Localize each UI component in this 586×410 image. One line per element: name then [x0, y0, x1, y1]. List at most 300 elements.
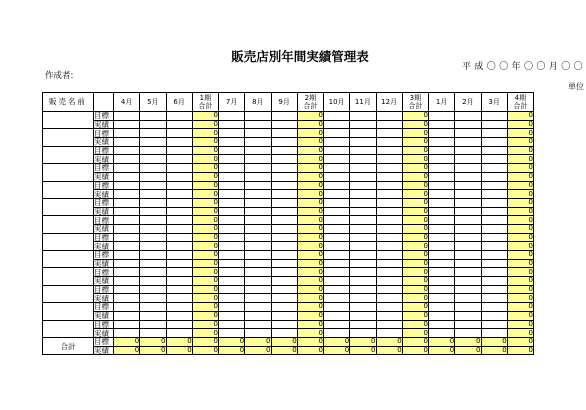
value-cell [140, 138, 166, 147]
period-total-cell: 0 [192, 155, 218, 164]
value-cell [481, 329, 507, 338]
total-row [43, 346, 534, 355]
value-cell [166, 242, 192, 251]
table-row [43, 251, 534, 260]
value-cell [271, 259, 297, 268]
value-cell [376, 294, 402, 303]
value-cell [455, 268, 481, 277]
value-cell [455, 138, 481, 147]
column-label: 11月 [354, 98, 371, 106]
value-cell [140, 242, 166, 251]
value-cell [114, 224, 140, 233]
value-cell [429, 172, 455, 181]
value-cell [429, 181, 455, 190]
value-cell [350, 198, 376, 207]
period-total-cell: 0 [402, 112, 428, 121]
value-cell [429, 242, 455, 251]
table-row [43, 172, 534, 181]
value-cell [429, 164, 455, 173]
period-total-cell: 0 [402, 138, 428, 147]
period-total-cell: 0 [507, 329, 533, 338]
value-cell [376, 320, 402, 329]
value-cell [429, 216, 455, 225]
value-cell [350, 190, 376, 199]
period-total-cell: 0 [402, 303, 428, 312]
period-total-cell: 0 [192, 120, 218, 129]
value-cell: 0 [376, 346, 402, 355]
row-type-label: 実績 [94, 138, 114, 147]
value-cell [481, 181, 507, 190]
value-cell [429, 138, 455, 147]
value-cell [481, 285, 507, 294]
period-total-cell: 0 [402, 251, 428, 260]
column-label: 7月 [225, 98, 238, 106]
row-type-label: 実績 [94, 120, 114, 129]
value-cell [166, 320, 192, 329]
value-cell [376, 303, 402, 312]
value-cell [350, 233, 376, 242]
value-cell [376, 155, 402, 164]
value-cell [271, 233, 297, 242]
value-cell [114, 285, 140, 294]
value-cell [376, 242, 402, 251]
value-cell [455, 216, 481, 225]
value-cell [429, 198, 455, 207]
value-cell [271, 311, 297, 320]
period-total-cell: 0 [402, 216, 428, 225]
month-header [140, 93, 166, 112]
value-cell [245, 242, 271, 251]
period-total-cell: 0 [402, 198, 428, 207]
total-label-cell: 合計 [43, 337, 94, 354]
value-cell [350, 120, 376, 129]
store-name-cell [43, 181, 94, 198]
period-total-cell: 0 [297, 311, 323, 320]
value-cell [350, 172, 376, 181]
period-total-cell: 0 [402, 224, 428, 233]
value-cell [481, 320, 507, 329]
period-total-cell: 0 [297, 303, 323, 312]
row-type-label: 実績 [94, 242, 114, 251]
value-cell [245, 138, 271, 147]
value-cell [324, 181, 350, 190]
month-header [429, 93, 455, 112]
value-cell [481, 277, 507, 286]
store-name-cell [43, 320, 94, 337]
value-cell [140, 181, 166, 190]
period-total-cell: 0 [192, 311, 218, 320]
value-cell: 0 [455, 337, 481, 346]
value-cell [114, 216, 140, 225]
value-cell [140, 233, 166, 242]
value-cell [429, 294, 455, 303]
value-cell: 0 [350, 346, 376, 355]
row-type-label: 実績 [94, 329, 114, 338]
value-cell [166, 155, 192, 164]
value-cell [350, 129, 376, 138]
value-cell [429, 320, 455, 329]
value-cell [350, 329, 376, 338]
value-cell [455, 224, 481, 233]
value-cell [114, 233, 140, 242]
column-label: 4月 [120, 98, 133, 106]
value-cell [140, 216, 166, 225]
value-cell [271, 164, 297, 173]
table-row [43, 233, 534, 242]
value-cell [376, 120, 402, 129]
value-cell [481, 146, 507, 155]
value-cell [376, 164, 402, 173]
store-name-cell [43, 112, 94, 129]
value-cell [166, 207, 192, 216]
value-cell [219, 277, 245, 286]
store-name-cell [43, 268, 94, 285]
value-cell [455, 233, 481, 242]
value-cell [245, 155, 271, 164]
column-label-sub: 合計 [408, 102, 423, 110]
value-cell [140, 146, 166, 155]
table-row [43, 129, 534, 138]
value-cell [245, 311, 271, 320]
row-type-label: 目標 [94, 285, 114, 294]
value-cell [219, 251, 245, 260]
value-cell [324, 138, 350, 147]
value-cell [114, 155, 140, 164]
value-cell [166, 172, 192, 181]
period-total-cell: 0 [507, 346, 533, 355]
period-total-cell: 0 [507, 172, 533, 181]
period-total-cell: 0 [507, 294, 533, 303]
value-cell [350, 311, 376, 320]
value-cell [376, 207, 402, 216]
store-name-cell [43, 285, 94, 302]
value-cell [429, 259, 455, 268]
row-type-label: 実績 [94, 346, 114, 355]
value-cell [245, 303, 271, 312]
value-cell [271, 129, 297, 138]
value-cell [114, 311, 140, 320]
row-type-label: 目標 [94, 129, 114, 138]
period-total-cell: 0 [507, 268, 533, 277]
period-total-cell: 0 [297, 233, 323, 242]
value-cell [219, 216, 245, 225]
table-row [43, 164, 534, 173]
period-total-cell: 0 [507, 285, 533, 294]
value-cell [166, 259, 192, 268]
period-total-cell: 0 [297, 129, 323, 138]
value-cell [114, 320, 140, 329]
value-cell [481, 268, 507, 277]
period-total-cell: 0 [192, 268, 218, 277]
period-total-cell: 0 [507, 303, 533, 312]
column-label: 8月 [252, 98, 264, 106]
value-cell: 0 [376, 337, 402, 346]
value-cell [324, 285, 350, 294]
value-cell [140, 285, 166, 294]
value-cell [324, 329, 350, 338]
table-row [43, 259, 534, 268]
value-cell [455, 320, 481, 329]
value-cell [166, 129, 192, 138]
value-cell [350, 242, 376, 251]
table-row [43, 311, 534, 320]
period-total-cell: 0 [192, 329, 218, 338]
page-title: 販売店別年間実績管理表 [231, 49, 369, 64]
value-cell [245, 172, 271, 181]
row-type-label: 実績 [94, 155, 114, 164]
period-total-cell: 0 [192, 216, 218, 225]
value-cell [481, 190, 507, 199]
period-total-cell: 0 [192, 224, 218, 233]
value-cell [350, 164, 376, 173]
column-label: 12月 [381, 98, 398, 106]
store-name-cell [43, 164, 94, 181]
value-cell [481, 172, 507, 181]
value-cell [324, 277, 350, 286]
value-cell [455, 329, 481, 338]
value-cell [271, 146, 297, 155]
value-cell [455, 277, 481, 286]
value-cell [271, 294, 297, 303]
value-cell [455, 251, 481, 260]
value-cell [166, 164, 192, 173]
value-cell [455, 129, 481, 138]
period-total-cell: 0 [402, 337, 428, 346]
value-cell [271, 216, 297, 225]
period-total-cell: 0 [192, 164, 218, 173]
value-cell [140, 120, 166, 129]
value-cell [455, 311, 481, 320]
table-row [43, 112, 534, 121]
period-total-cell: 0 [192, 112, 218, 121]
value-cell: 0 [140, 337, 166, 346]
table-row [43, 146, 534, 155]
column-label: 2月 [462, 98, 474, 106]
value-cell [429, 120, 455, 129]
value-cell [219, 190, 245, 199]
value-cell [455, 120, 481, 129]
value-cell [271, 285, 297, 294]
value-cell [114, 303, 140, 312]
period-total-cell: 0 [192, 181, 218, 190]
period-total-cell: 0 [507, 198, 533, 207]
value-cell [114, 112, 140, 121]
row-type-label: 目標 [94, 146, 114, 155]
value-cell [376, 216, 402, 225]
value-cell [455, 303, 481, 312]
value-cell [455, 155, 481, 164]
value-cell [455, 181, 481, 190]
value-cell [429, 224, 455, 233]
value-cell [455, 112, 481, 121]
value-cell: 0 [271, 337, 297, 346]
value-cell [481, 129, 507, 138]
value-cell [271, 120, 297, 129]
value-cell [271, 138, 297, 147]
value-cell [455, 190, 481, 199]
value-cell [481, 242, 507, 251]
value-cell [114, 190, 140, 199]
value-cell [271, 268, 297, 277]
month-header [350, 93, 376, 112]
period-total-cell: 0 [507, 112, 533, 121]
row-type-label: 実績 [94, 172, 114, 181]
value-cell [245, 294, 271, 303]
value-cell [114, 294, 140, 303]
value-cell [219, 138, 245, 147]
column-label-sub: 合計 [198, 102, 213, 110]
table-row [43, 190, 534, 199]
period-total-cell: 0 [297, 207, 323, 216]
table-row [43, 224, 534, 233]
period-total-cell: 0 [402, 346, 428, 355]
value-cell [376, 138, 402, 147]
period-total-cell: 0 [507, 320, 533, 329]
row-type-label: 目標 [94, 303, 114, 312]
period-total-cell: 0 [402, 294, 428, 303]
period-total-cell: 0 [507, 277, 533, 286]
value-cell [140, 198, 166, 207]
period-total-cell: 0 [192, 207, 218, 216]
value-cell [245, 146, 271, 155]
value-cell [140, 112, 166, 121]
value-cell [350, 155, 376, 164]
period-total-cell: 0 [297, 277, 323, 286]
row-type-label: 目標 [94, 164, 114, 173]
value-cell [455, 259, 481, 268]
period-total-cell: 0 [297, 112, 323, 121]
value-cell [114, 242, 140, 251]
value-cell [245, 277, 271, 286]
value-cell: 0 [271, 346, 297, 355]
value-cell [271, 242, 297, 251]
value-cell [166, 224, 192, 233]
value-cell [429, 285, 455, 294]
period-total-cell: 0 [402, 233, 428, 242]
value-cell [219, 155, 245, 164]
period-total-cell: 0 [402, 120, 428, 129]
value-cell: 0 [114, 346, 140, 355]
table-row [43, 155, 534, 164]
value-cell [350, 285, 376, 294]
value-cell [114, 329, 140, 338]
value-cell [324, 242, 350, 251]
month-header [376, 93, 402, 112]
value-cell [219, 112, 245, 121]
value-cell [271, 181, 297, 190]
row-type-label: 実績 [94, 294, 114, 303]
value-cell [455, 164, 481, 173]
value-cell [455, 198, 481, 207]
value-cell [114, 268, 140, 277]
value-cell [219, 303, 245, 312]
value-cell [271, 155, 297, 164]
row-type-label: 実績 [94, 311, 114, 320]
period-total-cell: 0 [297, 172, 323, 181]
value-cell [429, 268, 455, 277]
period-total-cell: 0 [507, 216, 533, 225]
period-total-cell: 0 [192, 190, 218, 199]
value-cell: 0 [481, 346, 507, 355]
value-cell [245, 181, 271, 190]
value-cell [219, 285, 245, 294]
period-total-cell: 0 [297, 181, 323, 190]
value-cell [114, 172, 140, 181]
period-total-cell: 0 [402, 181, 428, 190]
period-total-header [192, 93, 218, 112]
period-total-cell: 0 [297, 198, 323, 207]
value-cell [114, 277, 140, 286]
value-cell: 0 [429, 346, 455, 355]
period-total-cell: 0 [192, 294, 218, 303]
value-cell [376, 268, 402, 277]
value-cell [245, 190, 271, 199]
period-total-header [402, 93, 428, 112]
row-type-header [94, 93, 114, 112]
store-name-cell [43, 216, 94, 233]
period-total-cell: 0 [507, 190, 533, 199]
value-cell [245, 120, 271, 129]
period-total-header [297, 93, 323, 112]
value-cell: 0 [481, 337, 507, 346]
store-name-cell [43, 129, 94, 146]
row-type-label: 目標 [94, 112, 114, 121]
value-cell [481, 259, 507, 268]
value-cell [140, 277, 166, 286]
table-row [43, 242, 534, 251]
value-cell [376, 224, 402, 233]
value-cell [166, 329, 192, 338]
value-cell [140, 311, 166, 320]
value-cell [350, 303, 376, 312]
value-cell [114, 207, 140, 216]
value-cell [481, 120, 507, 129]
row-type-label: 目標 [94, 337, 114, 346]
value-cell: 0 [429, 337, 455, 346]
value-cell [140, 268, 166, 277]
value-cell [376, 129, 402, 138]
period-total-header [507, 93, 533, 112]
table-row [43, 181, 534, 190]
value-cell [481, 251, 507, 260]
value-cell [455, 146, 481, 155]
period-total-cell: 0 [192, 233, 218, 242]
value-cell [140, 303, 166, 312]
period-total-cell: 0 [192, 285, 218, 294]
value-cell [219, 242, 245, 251]
value-cell: 0 [140, 346, 166, 355]
value-cell: 0 [245, 337, 271, 346]
value-cell [271, 224, 297, 233]
column-label: 6月 [173, 98, 185, 106]
row-type-label: 目標 [94, 268, 114, 277]
period-total-cell: 0 [402, 259, 428, 268]
period-total-cell: 0 [507, 337, 533, 346]
month-header [245, 93, 271, 112]
column-label: 1月 [435, 98, 448, 106]
value-cell [219, 294, 245, 303]
value-cell [166, 190, 192, 199]
value-cell [166, 303, 192, 312]
value-cell [324, 320, 350, 329]
value-cell [481, 198, 507, 207]
value-cell [455, 242, 481, 251]
row-type-label: 実績 [94, 224, 114, 233]
period-total-cell: 0 [297, 155, 323, 164]
period-total-cell: 0 [402, 155, 428, 164]
row-type-label: 実績 [94, 207, 114, 216]
month-header [219, 93, 245, 112]
